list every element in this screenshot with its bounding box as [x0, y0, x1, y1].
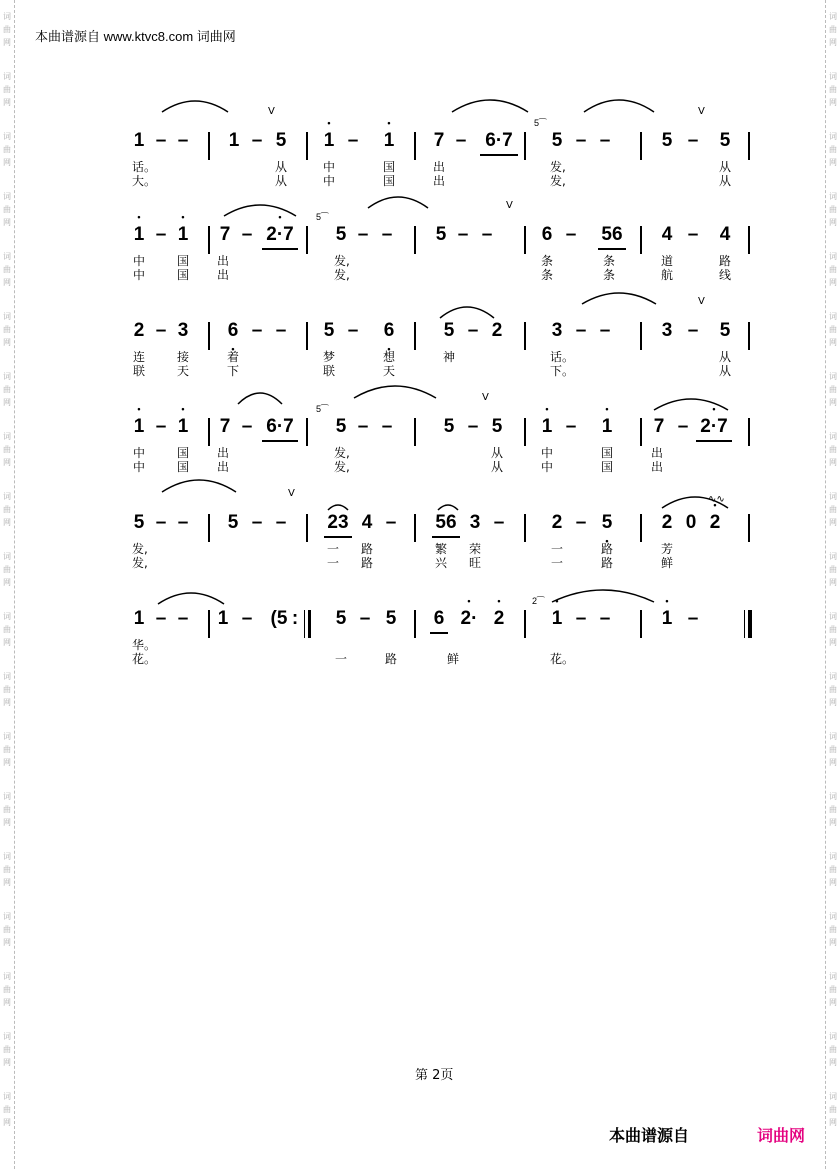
note: 0 [685, 512, 697, 533]
lyric: 国 [600, 460, 613, 474]
note: • 2·7 [262, 222, 298, 250]
note: • 2 [490, 606, 508, 632]
slur [582, 96, 656, 116]
lyric: 路 [600, 556, 613, 570]
slur [236, 388, 284, 408]
watermark-text: 词曲网 [3, 552, 11, 587]
watermark-text: 词曲网 [3, 972, 11, 1007]
lyric: 国 [382, 160, 395, 174]
bar-line [208, 514, 210, 542]
lyric: 一 [334, 652, 347, 666]
note: – [251, 130, 263, 151]
lyric: 发, [132, 542, 148, 556]
note: 56 [598, 222, 626, 250]
bar-line [208, 132, 210, 160]
bar-line [524, 610, 526, 638]
note: – [347, 130, 359, 151]
footer-source-text: 本曲谱源自 [609, 1126, 690, 1145]
note: – [347, 320, 359, 341]
lyric: 从 [718, 364, 731, 378]
breath-mark: V [268, 106, 275, 117]
note: – [275, 512, 287, 533]
note: 5 [661, 130, 673, 151]
note: 5 [385, 608, 397, 629]
lyric: 联 [322, 364, 335, 378]
note: – [687, 224, 699, 245]
lyric: 出 [216, 254, 229, 268]
breath-mark: V [698, 296, 705, 307]
note: 5 [227, 512, 239, 533]
lyric: 繁 [434, 542, 447, 556]
lyric: 道 [660, 254, 673, 268]
watermark-text: 词曲网 [3, 792, 11, 827]
watermark-text: 词曲网 [3, 372, 11, 407]
note: – [241, 224, 253, 245]
note: – [177, 608, 189, 629]
lyric: 航 [660, 268, 673, 282]
note: – [467, 320, 479, 341]
lyric: 鲜 [446, 652, 459, 666]
note: 5 [133, 512, 145, 533]
slur [156, 588, 226, 608]
lyric: 神 [442, 350, 455, 364]
note: 7 [433, 130, 445, 151]
lyric: 国 [176, 254, 189, 268]
note: 4 [361, 512, 373, 533]
lyric: 路 [360, 556, 373, 570]
lyric: 一 [326, 542, 339, 556]
bar-line [640, 132, 642, 160]
note: 3 [551, 320, 563, 341]
watermark-text: 词曲网 [829, 432, 837, 467]
note: 6 [541, 224, 553, 245]
slur [352, 382, 438, 402]
lyric: 国 [176, 460, 189, 474]
watermark-text: 词曲网 [3, 672, 11, 707]
note: – [575, 130, 587, 151]
lyric: 条 [540, 268, 553, 282]
note: – [457, 224, 469, 245]
lyric: 话。 [550, 350, 575, 364]
bar-line [306, 132, 308, 160]
note: • 1 [130, 222, 148, 248]
slur [160, 96, 230, 116]
note: 7 [219, 224, 231, 245]
lyric: 天 [176, 364, 189, 378]
note: – [155, 320, 167, 341]
note: – [481, 224, 493, 245]
lyric: 梦 [322, 350, 335, 364]
bar-line [208, 418, 210, 446]
watermark-text: 词曲网 [829, 552, 837, 587]
note: – [575, 608, 587, 629]
watermark-text: 词曲网 [829, 252, 837, 287]
lyric: 芳 [660, 542, 673, 556]
bar-line [748, 132, 750, 160]
lyric: 发, [334, 460, 350, 474]
bar-line [640, 226, 642, 254]
lyric: 从 [274, 174, 287, 188]
note: 1 [133, 130, 145, 151]
note: – [155, 224, 167, 245]
bar-line [208, 322, 210, 350]
watermark-text: 词曲网 [3, 612, 11, 647]
lyric: 出 [216, 460, 229, 474]
lyric: 大。 [132, 174, 157, 188]
note: 3 [661, 320, 673, 341]
lyric: 天 [382, 364, 395, 378]
note: – [359, 608, 371, 629]
note: – [599, 608, 611, 629]
watermark-text: 词曲网 [829, 492, 837, 527]
note: 5 [275, 130, 287, 151]
grace-note: 2⁀ [532, 596, 545, 606]
watermark-text: 词曲网 [829, 72, 837, 107]
lyric: 鲜 [660, 556, 673, 570]
bar-line [640, 418, 642, 446]
note: • 1 [538, 414, 556, 440]
note: – [687, 608, 699, 629]
bar-line [524, 226, 526, 254]
note: 7 [219, 416, 231, 437]
lyric: 发, [334, 268, 350, 282]
lyric: 话。 [132, 160, 157, 174]
note: 3 [469, 512, 481, 533]
bar-line [744, 610, 745, 638]
note: 3 [177, 320, 189, 341]
watermark-text: 词曲网 [829, 732, 837, 767]
score-system-5 [130, 488, 755, 600]
note: 5 [443, 320, 455, 341]
watermark-text: 词曲网 [3, 432, 11, 467]
note: – [565, 224, 577, 245]
watermark-text: 词曲网 [3, 1032, 11, 1067]
note: – [467, 416, 479, 437]
bar-line [414, 322, 416, 350]
note: • 1 [380, 128, 398, 154]
lyric: 中 [322, 160, 335, 174]
lyric: 路 [600, 542, 613, 556]
bar-line [524, 514, 526, 542]
watermark-text: 词曲网 [829, 192, 837, 227]
note: 56 [432, 510, 460, 538]
bar-line [524, 322, 526, 350]
bar-line [748, 514, 750, 542]
lyric: 路 [360, 542, 373, 556]
note: 5 [491, 416, 503, 437]
lyric: 从 [274, 160, 287, 174]
note: 5 [551, 130, 563, 151]
lyric: 从 [718, 174, 731, 188]
note: 6 [430, 606, 448, 634]
note: 5 [443, 416, 455, 437]
watermark-text: 词曲网 [829, 792, 837, 827]
bar-line [640, 610, 642, 638]
lyric: 花。 [550, 652, 575, 666]
lyric: 荣 [468, 542, 481, 556]
lyric: 出 [432, 174, 445, 188]
note: • 1 [548, 606, 566, 632]
watermark-text: 词曲网 [829, 672, 837, 707]
watermark-text: 词曲网 [3, 312, 11, 347]
lyric: 华。 [132, 638, 157, 652]
lyric: 中 [132, 254, 145, 268]
note: – [565, 416, 577, 437]
lyric: 出 [216, 268, 229, 282]
final-bar-line [748, 610, 752, 638]
lyric: 路 [718, 254, 731, 268]
note: 5 [719, 130, 731, 151]
note: • 1 [598, 414, 616, 440]
note: – [155, 608, 167, 629]
note: 1 [228, 130, 240, 151]
breath-mark: V [288, 488, 295, 499]
bar-line [414, 610, 416, 638]
bar-line [306, 322, 308, 350]
grace-note: 5⁀ [316, 404, 329, 414]
note: 6·7 [262, 414, 298, 442]
repeat-sign: : [291, 608, 299, 629]
note: – [455, 130, 467, 151]
bar-line [640, 514, 642, 542]
lyric: 中 [540, 446, 553, 460]
lyric: 条 [540, 254, 553, 268]
watermark-text: 词曲网 [829, 132, 837, 167]
note: 2 [661, 512, 673, 533]
bar-line [304, 610, 305, 638]
lyric: 想 [382, 350, 395, 364]
lyric: 下 [226, 364, 239, 378]
lyric: 出 [650, 460, 663, 474]
note: – [155, 512, 167, 533]
note: • 1 [174, 222, 192, 248]
lyric: 发, [550, 174, 566, 188]
lyric: 从 [718, 160, 731, 174]
lyric: 接 [176, 350, 189, 364]
note: • 2 [706, 510, 724, 536]
note: 23 [324, 510, 352, 538]
note: – [677, 416, 689, 437]
note: 6 • [380, 318, 398, 344]
note: – [241, 608, 253, 629]
score-system-2 [130, 200, 755, 312]
watermark-text: 词曲网 [3, 492, 11, 527]
watermark-text: 词曲网 [3, 912, 11, 947]
breath-mark: V [698, 106, 705, 117]
watermark-text: 词曲网 [3, 852, 11, 887]
lyric: 中 [132, 460, 145, 474]
bar-line [524, 418, 526, 446]
bar-line [414, 418, 416, 446]
bar-line [306, 418, 308, 446]
bar-line [308, 610, 311, 638]
bar-line [306, 514, 308, 542]
bar-line [414, 132, 416, 160]
note: 6·7 [480, 128, 518, 156]
note: – [251, 512, 263, 533]
note: • 2· [456, 606, 482, 632]
watermark-text: 词曲网 [829, 372, 837, 407]
note: • 2·7 [696, 414, 732, 442]
note: 2 [551, 512, 563, 533]
lyric: 条 [602, 268, 615, 282]
lyric: 出 [432, 160, 445, 174]
note: 2 [133, 320, 145, 341]
note: – [599, 130, 611, 151]
lyric: 从 [490, 446, 503, 460]
note: 4 [719, 224, 731, 245]
note: – [177, 130, 189, 151]
lyric: 发, [334, 254, 350, 268]
lyric: 中 [132, 268, 145, 282]
watermark-text: 词曲网 [829, 312, 837, 347]
note: – [275, 320, 287, 341]
note: 1 [133, 608, 145, 629]
note: – [687, 130, 699, 151]
slur [580, 288, 658, 308]
slur [450, 96, 530, 116]
page-number: 第 2页 [415, 1068, 454, 1083]
lyric: 兴 [434, 556, 447, 570]
lyric: 出 [650, 446, 663, 460]
lyric: 着 [226, 350, 239, 364]
lyric: 出 [216, 446, 229, 460]
breath-mark: V [482, 392, 489, 403]
note: 6 • [224, 318, 242, 344]
note: – [493, 512, 505, 533]
lyric: 路 [384, 652, 397, 666]
bar-line [208, 226, 210, 254]
note: • 1 [320, 128, 338, 154]
note: – [575, 512, 587, 533]
note: • 1 [174, 414, 192, 440]
watermark-text: 词曲网 [829, 912, 837, 947]
trill-mark: ∿∿ [708, 494, 725, 505]
lyric: 一 [550, 542, 563, 556]
note: 5 [335, 608, 347, 629]
note: – [177, 512, 189, 533]
note: 5 [435, 224, 447, 245]
note: 4 [661, 224, 673, 245]
lyric: 一 [326, 556, 339, 570]
lyric: 联 [132, 364, 145, 378]
bar-line [414, 226, 416, 254]
lyric: 国 [176, 446, 189, 460]
grace-note: 5⁀ [534, 118, 547, 128]
watermark-text: 词曲网 [3, 132, 11, 167]
watermark-text: 词曲网 [829, 12, 837, 47]
right-watermark-strip [825, 0, 840, 1169]
note: – [385, 512, 397, 533]
note: 5 • [598, 510, 616, 536]
lyric: 旺 [468, 556, 481, 570]
lyric: 发, [334, 446, 350, 460]
note: 5 [335, 224, 347, 245]
header-source-text: 本曲谱源自 www.ktvc8.com 词曲网 [35, 29, 236, 44]
grace-note: 5⁀ [316, 212, 329, 222]
footer-brand-logo[interactable]: 词曲网 [757, 1126, 806, 1145]
note: – [357, 224, 369, 245]
lyric: 从 [490, 460, 503, 474]
note: 5 [323, 320, 335, 341]
note: 7 [653, 416, 665, 437]
watermark-text: 词曲网 [3, 732, 11, 767]
lyric: 线 [718, 268, 731, 282]
left-watermark-strip [0, 0, 15, 1169]
lyric: 下。 [550, 364, 575, 378]
note: – [687, 320, 699, 341]
lyric: 条 [602, 254, 615, 268]
watermark-text: 词曲网 [829, 1092, 837, 1127]
note: – [357, 416, 369, 437]
bar-line [748, 226, 750, 254]
note: (5 [270, 608, 288, 629]
lyric: 中 [540, 460, 553, 474]
breath-mark: V [506, 200, 513, 211]
lyric: 中 [322, 174, 335, 188]
bar-line [640, 322, 642, 350]
bar-line [524, 132, 526, 160]
lyric: 国 [382, 174, 395, 188]
note: – [381, 224, 393, 245]
watermark-text: 词曲网 [3, 192, 11, 227]
note: 1 [217, 608, 229, 629]
lyric: 一 [550, 556, 563, 570]
score-system-6 [130, 596, 755, 696]
watermark-text: 词曲网 [829, 1032, 837, 1067]
note: – [381, 416, 393, 437]
lyric: 国 [176, 268, 189, 282]
watermark-text: 词曲网 [829, 852, 837, 887]
lyric: 中 [132, 446, 145, 460]
lyric: 国 [600, 446, 613, 460]
watermark-text: 词曲网 [3, 72, 11, 107]
note: – [575, 320, 587, 341]
bar-line [208, 610, 210, 638]
bar-line [748, 418, 750, 446]
note: – [155, 130, 167, 151]
bar-line [748, 322, 750, 350]
note: 2 [491, 320, 503, 341]
bar-line [414, 514, 416, 542]
lyric: 连 [132, 350, 145, 364]
lyric: 发, [132, 556, 148, 570]
note: 5 [335, 416, 347, 437]
note: • 1 [658, 606, 676, 632]
watermark-text: 词曲网 [3, 1092, 11, 1127]
watermark-text: 词曲网 [829, 972, 837, 1007]
lyric: 发, [550, 160, 566, 174]
slur [366, 192, 430, 212]
note: – [241, 416, 253, 437]
watermark-text: 词曲网 [3, 12, 11, 47]
note: – [155, 416, 167, 437]
note: • 1 [130, 414, 148, 440]
note: 5 [719, 320, 731, 341]
watermark-text: 词曲网 [3, 252, 11, 287]
note: – [599, 320, 611, 341]
watermark-text: 词曲网 [829, 612, 837, 647]
lyric: 从 [718, 350, 731, 364]
note: – [251, 320, 263, 341]
slur [160, 476, 238, 496]
bar-line [306, 226, 308, 254]
lyric: 花。 [132, 652, 157, 666]
